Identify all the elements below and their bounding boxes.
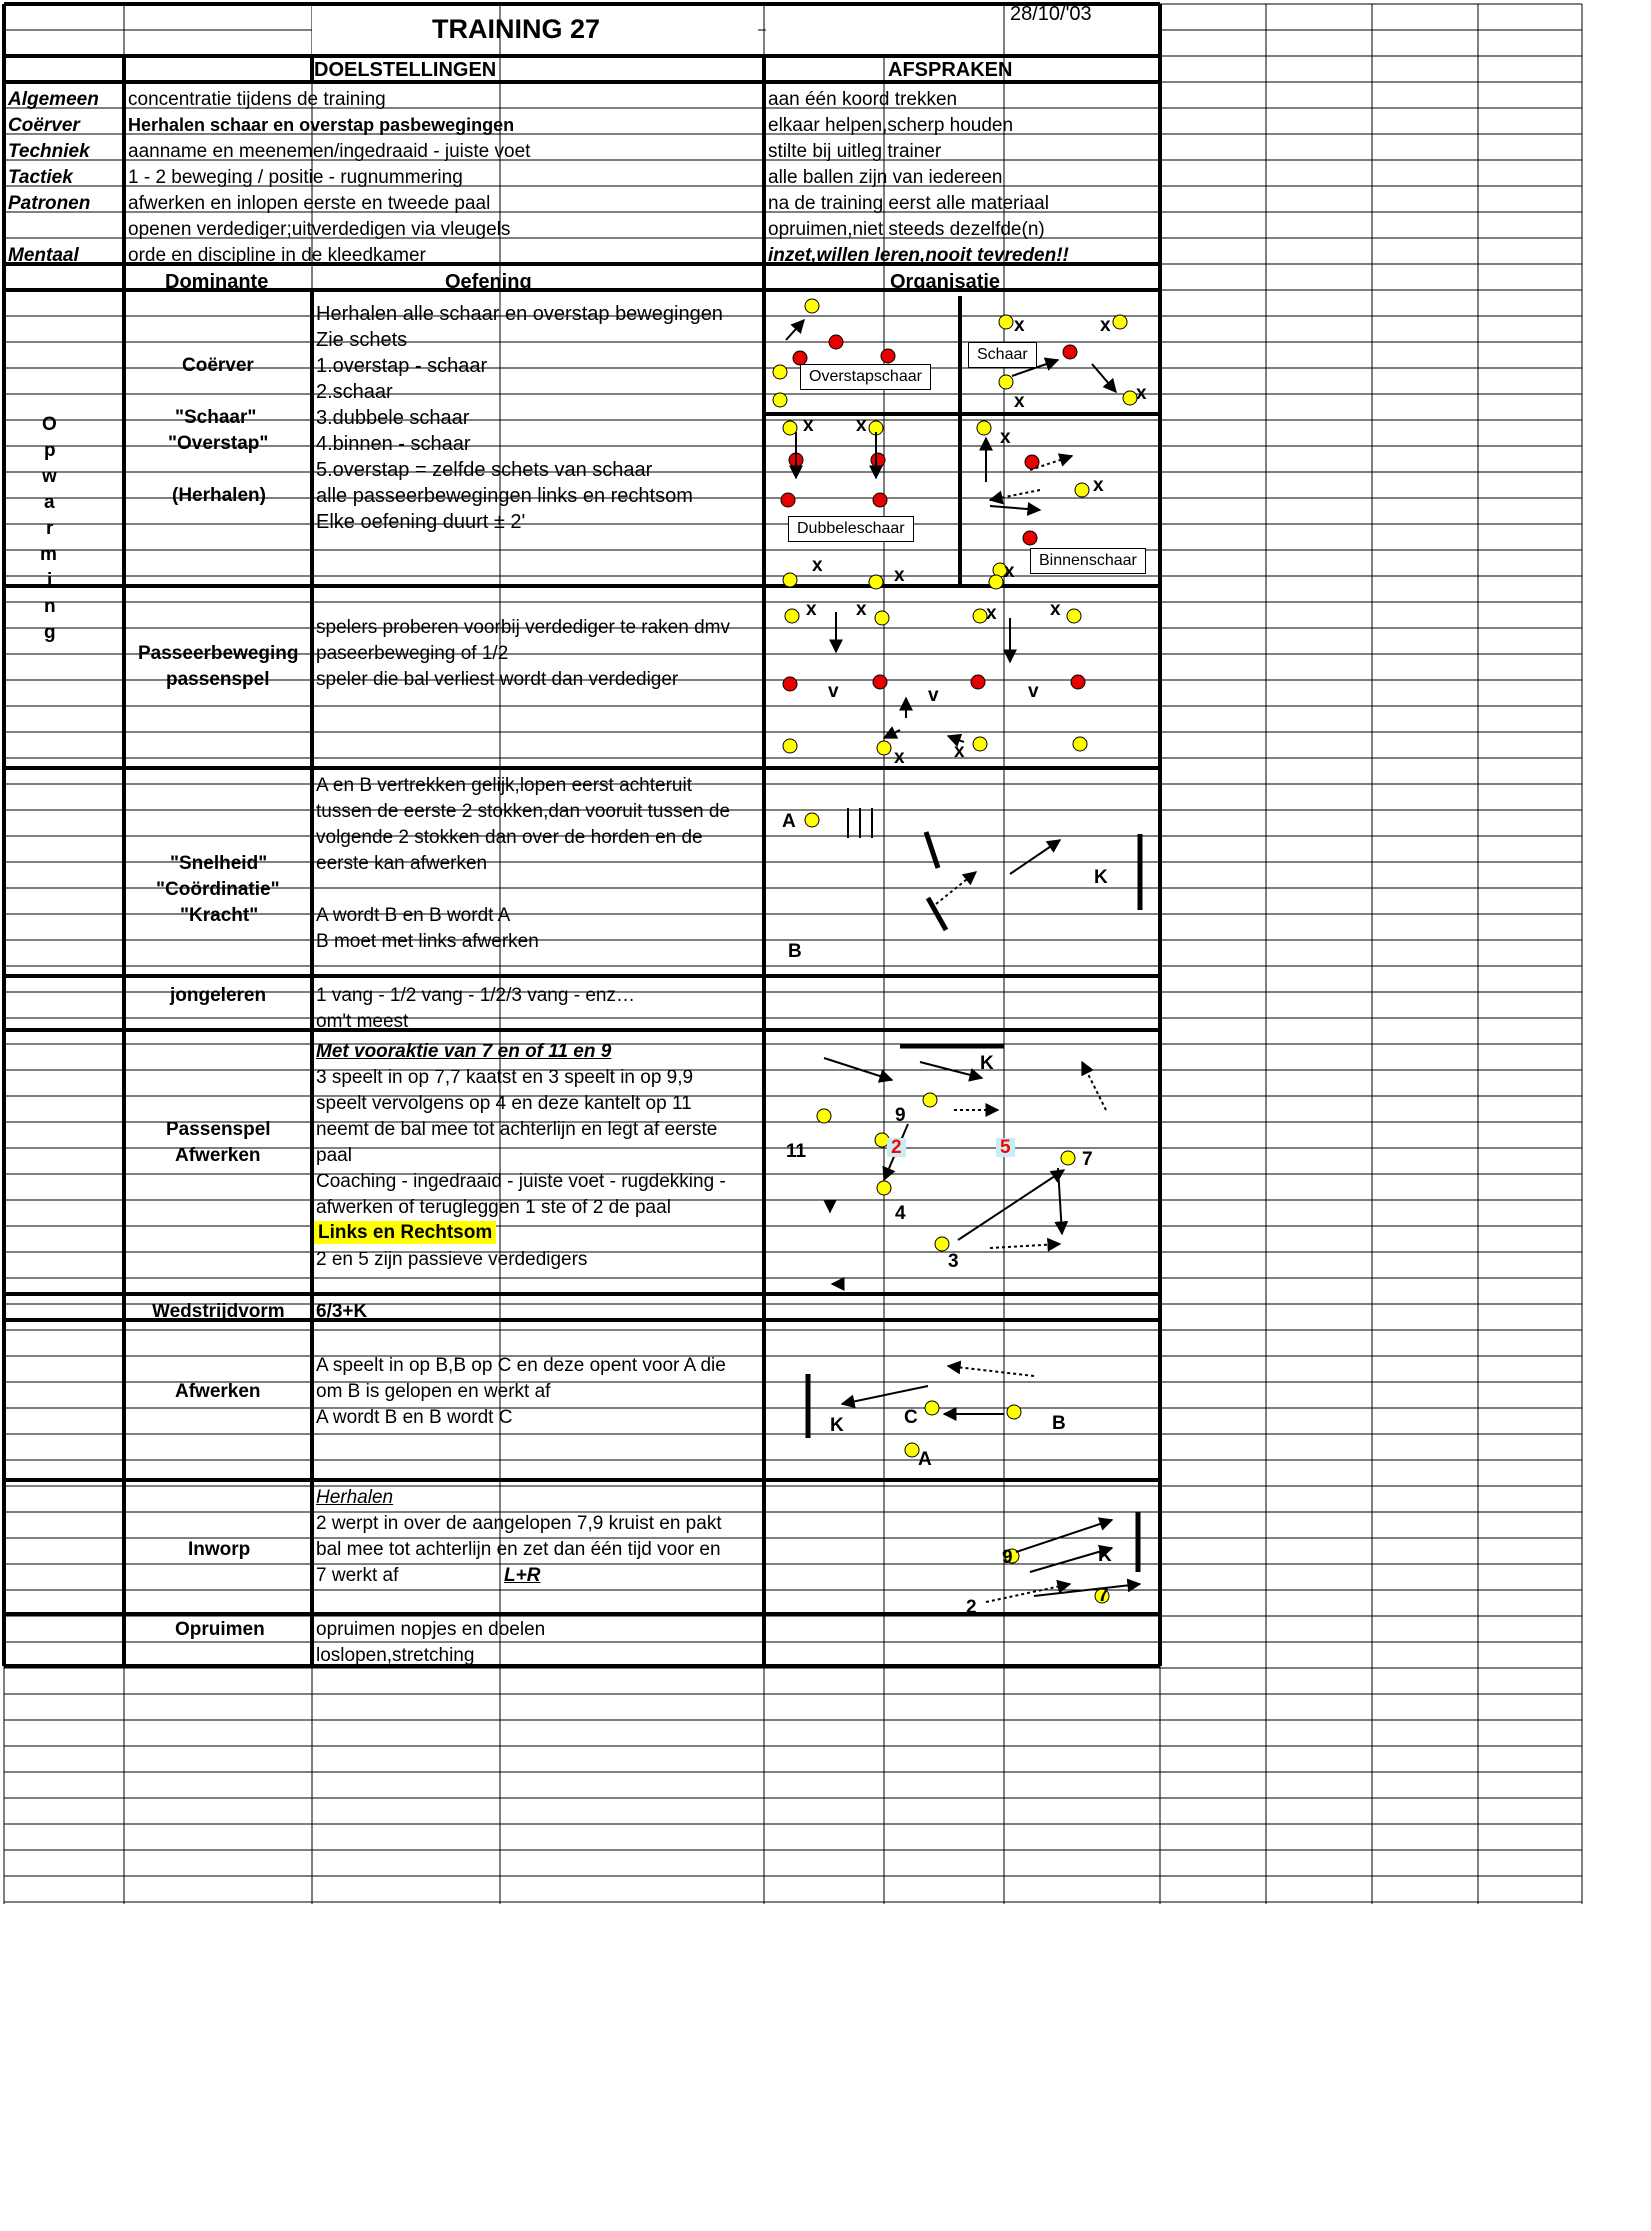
player-marker <box>783 573 797 587</box>
label-B: B <box>1052 1413 1066 1434</box>
arrow <box>1082 1062 1106 1110</box>
label-x: x <box>1000 427 1011 448</box>
label-7: 7 <box>1082 1149 1093 1170</box>
cone-marker <box>781 493 795 507</box>
label-v: v <box>928 685 939 706</box>
goal-afspraak-mentaal: inzet,willen leren,nooit tevreden!! <box>768 245 1069 266</box>
cone-marker <box>873 675 887 689</box>
dominante-schaar: "Schaar" <box>175 407 257 428</box>
label-2-red: 2 <box>887 1138 906 1157</box>
label-x: x <box>894 565 905 586</box>
label-5-red: 5 <box>996 1138 1015 1157</box>
oefening-line: speelt vervolgens op 4 en deze kantelt op 11 <box>316 1093 692 1114</box>
arrow <box>958 1170 1064 1240</box>
oefening-line: om't meest <box>316 1011 409 1032</box>
label-binnenschaar: Binnenschaar <box>1030 548 1146 574</box>
opwarming-letter: n <box>44 596 56 617</box>
player-marker <box>783 739 797 753</box>
dominante-inworp: Inworp <box>188 1539 251 1560</box>
label-A: A <box>918 1449 932 1470</box>
dominante-coerver: Coërver <box>182 355 254 376</box>
player-marker <box>869 575 883 589</box>
label-K: K <box>1094 867 1108 888</box>
label-K: K <box>980 1053 994 1074</box>
goal-label-techniek: Techniek <box>8 141 90 162</box>
arrow <box>824 1058 892 1080</box>
player-marker <box>785 609 799 623</box>
doelstellingen-header: DOELSTELLINGEN <box>314 59 497 81</box>
arrow <box>1058 1168 1062 1234</box>
label-x: x <box>803 415 814 436</box>
oefening-line: Herhalen <box>316 1487 394 1508</box>
oefening-highlight: Links en Rechtsom <box>314 1221 496 1244</box>
col-organisatie: Organisatie <box>890 271 1001 293</box>
arrow <box>990 1244 1060 1248</box>
label-9: 9 <box>1002 1547 1013 1568</box>
dominante-overstap: "Overstap" <box>168 433 269 454</box>
dominante-passeerbeweging: Passeerbeweging <box>138 643 299 664</box>
oefening-line: Herhalen alle schaar en overstap bewegingen <box>316 303 723 325</box>
label-x: x <box>1093 475 1104 496</box>
goal-afspraak-patronen: na de training eerst alle materiaal <box>768 193 1049 214</box>
oefening-line: 1 vang - 1/2 vang - 1/2/3 vang - enz… <box>316 985 635 1006</box>
label-x: x <box>1014 315 1025 336</box>
oefening-line: volgende 2 stokken dan over de horden en de <box>316 827 703 848</box>
oefening-line: paseerbeweging of 1/2 <box>316 643 509 664</box>
training-date: 28/10/'03 <box>1010 3 1092 25</box>
player-marker <box>877 741 891 755</box>
oefening-line: 1.overstap - schaar <box>316 355 488 377</box>
oefening-line: 7 werkt af <box>316 1565 399 1586</box>
oefening-line: opruimen nopjes en doelen <box>316 1619 546 1640</box>
oefening-line: bal mee tot achterlijn en zet dan één tijd voor en <box>316 1539 721 1560</box>
label-x: x <box>812 555 823 576</box>
label-B: B <box>788 941 802 962</box>
player-marker <box>905 1443 919 1457</box>
label-x: x <box>1004 561 1015 582</box>
oefening-line: A wordt B en B wordt A <box>316 905 511 926</box>
oefening-line: Elke oefening duurt ± 2' <box>316 511 526 533</box>
player-marker <box>1075 483 1089 497</box>
oefening-line: Zie schets <box>316 329 408 351</box>
label-x: x <box>986 603 997 624</box>
goal-doel-tactiek: 1 - 2 beweging / positie - rugnummering <box>128 167 463 188</box>
oefening-line: 2 en 5 zijn passieve verdedigers <box>316 1249 588 1270</box>
oefening-line: spelers proberen voorbij verdediger te raken dmv <box>316 617 730 638</box>
player-marker <box>1007 1405 1021 1419</box>
label-x: x <box>856 415 867 436</box>
opwarming-letter: m <box>40 544 57 565</box>
player-marker <box>999 375 1013 389</box>
label-C: C <box>904 1407 918 1428</box>
label-x: x <box>1050 599 1061 620</box>
cone-marker <box>829 335 843 349</box>
col-dominante: Dominante <box>165 271 269 293</box>
oefening-line: A wordt B en B wordt C <box>316 1407 513 1428</box>
player-marker <box>923 1093 937 1107</box>
oefening-line: Met vooraktie van 7 en of 11 en 9 <box>316 1041 612 1062</box>
label-11: 11 <box>786 1141 807 1162</box>
col-oefening: Oefening <box>445 271 532 293</box>
cone-marker <box>881 349 895 363</box>
dominante-afwerken: Afwerken <box>175 1145 261 1166</box>
cone-marker <box>793 351 807 365</box>
label-7: 7 <box>1098 1585 1109 1606</box>
oefening-line: loslopen,stretching <box>316 1645 475 1666</box>
oefening-line: 4.binnen - schaar <box>316 433 471 455</box>
player-marker <box>783 421 797 435</box>
oefening-line: B moet met links afwerken <box>316 931 539 952</box>
goal-afspraak-techniek: stilte bij uitleg trainer <box>768 141 942 162</box>
oefening-line: A speelt in op B,B op C en deze opent voor A die <box>316 1355 726 1376</box>
arrow <box>1010 840 1060 874</box>
goal-afspraak-tactiek: alle ballen zijn van iedereen <box>768 167 1003 188</box>
dominante-herhalen: (Herhalen) <box>172 485 266 506</box>
player-marker <box>773 365 787 379</box>
oefening-line: 3 speelt in op 7,7 kaatst en 3 speelt in op 9,9 <box>316 1067 694 1088</box>
label-K: K <box>830 1415 844 1436</box>
pole <box>926 832 938 868</box>
page-title: TRAINING 27 <box>432 14 601 44</box>
oefening-line: 3.dubbele schaar <box>316 407 470 429</box>
dominante-passenspel-afwerken: Passenspel <box>166 1119 271 1140</box>
goal-label-tactiek: Tactiek <box>8 167 73 188</box>
opwarming-letter: p <box>44 440 56 461</box>
player-marker <box>877 1181 891 1195</box>
label-x: x <box>856 599 867 620</box>
goal-label-algemeen: Algemeen <box>8 89 99 110</box>
goal-label-coerver: Coërver <box>8 115 80 136</box>
oefening-line: 5.overstap = zelfde schets van schaar <box>316 459 653 481</box>
opwarming-letter: r <box>46 518 54 539</box>
label-x: x <box>1100 315 1111 336</box>
dominante-opruimen: Opruimen <box>175 1619 265 1640</box>
player-marker <box>989 575 1003 589</box>
player-marker <box>1113 315 1127 329</box>
cone-marker <box>971 675 985 689</box>
player-marker <box>1067 609 1081 623</box>
label-x: x <box>894 747 905 768</box>
label-9: 9 <box>895 1105 906 1126</box>
cone-marker <box>1023 531 1037 545</box>
oefening-line: L+R <box>504 1565 541 1586</box>
cone-marker <box>873 493 887 507</box>
oefening-line: speler die bal verliest wordt dan verdediger <box>316 669 679 690</box>
dominante-jongeleren: jongeleren <box>170 985 267 1006</box>
opwarming-letter: i <box>47 570 53 591</box>
label-x: x <box>1014 391 1025 412</box>
player-marker <box>977 421 991 435</box>
player-marker <box>875 611 889 625</box>
player-marker <box>805 299 819 313</box>
oefening-line: neemt de bal mee tot achterlijn en legt af eerste <box>316 1119 718 1140</box>
player-marker <box>973 737 987 751</box>
label-overstapschaar: Overstapschaar <box>800 364 931 390</box>
label-A: A <box>782 811 796 832</box>
label-schaar: Schaar <box>968 342 1037 368</box>
opwarming-letter: a <box>44 492 55 513</box>
dominante-coordinatie: "Coördinatie" <box>156 879 280 900</box>
goal-label-patronen: Patronen <box>8 193 91 214</box>
oefening-line: alle passeerbewegingen links en rechtsom <box>316 485 693 507</box>
label-dubbeleschaar: Dubbeleschaar <box>788 516 914 542</box>
dominante-wedstrijdvorm: Wedstrijdvorm <box>152 1301 285 1322</box>
player-marker <box>1061 1151 1075 1165</box>
oefening-line: eerste kan afwerken <box>316 853 488 874</box>
player-marker <box>1073 737 1087 751</box>
label-v: v <box>1028 681 1039 702</box>
player-marker <box>1123 391 1137 405</box>
oefening-line: 6/3+K <box>316 1301 368 1322</box>
cone-marker <box>1071 675 1085 689</box>
opwarming-letter: g <box>44 622 56 643</box>
goal-afspraak-algemeen: aan één koord trekken <box>768 89 958 110</box>
goal-doel-mentaal: orde en discipline in de kleedkamer <box>128 245 426 266</box>
oefening-line: A en B vertrekken gelijk,lopen eerst achteruit <box>316 775 692 796</box>
player-marker <box>925 1401 939 1415</box>
oefening-line: om B is gelopen en werkt af <box>316 1381 551 1402</box>
arrow <box>990 506 1040 510</box>
dominante-afwerken-2: Afwerken <box>175 1381 261 1402</box>
afspraken-header: AFSPRAKEN <box>888 59 1013 81</box>
arrow <box>948 1366 1034 1376</box>
goal-doel-coerver: Herhalen schaar en overstap pasbewegingen <box>128 115 515 135</box>
goal-label-mentaal: Mentaal <box>8 245 79 266</box>
label-2: 2 <box>966 1597 977 1618</box>
dominante-kracht: "Kracht" <box>180 905 259 926</box>
label-x: x <box>954 741 965 762</box>
oefening-line: Coaching - ingedraaid - juiste voet - rugdekking - <box>316 1171 726 1192</box>
goal-doel-techniek: aanname en meenemen/ingedraaid - juiste voet <box>128 141 531 162</box>
oefening-line: 2 werpt in over de aangelopen 7,9 kruist en pakt <box>316 1513 722 1534</box>
arrow <box>786 320 804 340</box>
goal-afspraak-coerver: elkaar helpen,scherp houden <box>768 115 1014 136</box>
goal-doel-patronen: afwerken en inlopen eerste en tweede paal <box>128 193 491 214</box>
cone-marker <box>783 677 797 691</box>
cone-marker <box>1063 345 1077 359</box>
player-marker <box>999 315 1013 329</box>
label-v: v <box>828 681 839 702</box>
player-marker <box>817 1109 831 1123</box>
dominante-snelheid: "Snelheid" <box>170 853 268 874</box>
label-4: 4 <box>895 1203 906 1224</box>
cone-marker <box>871 453 885 467</box>
label-3: 3 <box>948 1251 959 1272</box>
oefening-line: 2.schaar <box>316 381 393 403</box>
oefening-line: tussen de eerste 2 stokken,dan vooruit tussen de <box>316 801 731 822</box>
player-marker <box>935 1237 949 1251</box>
label-x: x <box>1136 383 1147 404</box>
opwarming-letter: w <box>42 466 57 487</box>
oefening-line: afwerken of terugleggen 1 ste of 2 de paal <box>316 1197 671 1218</box>
oefening-line: paal <box>316 1145 352 1166</box>
arrow <box>884 730 900 738</box>
goal-doel-openen: openen verdediger;uitverdedigen via vleugels <box>128 219 511 240</box>
player-marker <box>773 393 787 407</box>
goal-doel-algemeen: concentratie tijdens de training <box>128 89 386 110</box>
goal-afspraak-opruimen: opruimen,niet steeds dezelfde(n) <box>768 219 1045 240</box>
arrow <box>842 1386 928 1404</box>
player-marker <box>805 813 819 827</box>
dominante-passenspel: passenspel <box>166 669 270 690</box>
date-cell <box>766 3 1158 54</box>
label-x: x <box>806 599 817 620</box>
opwarming-letter: O <box>42 414 57 435</box>
player-marker <box>973 609 987 623</box>
label-K: K <box>1098 1545 1112 1566</box>
